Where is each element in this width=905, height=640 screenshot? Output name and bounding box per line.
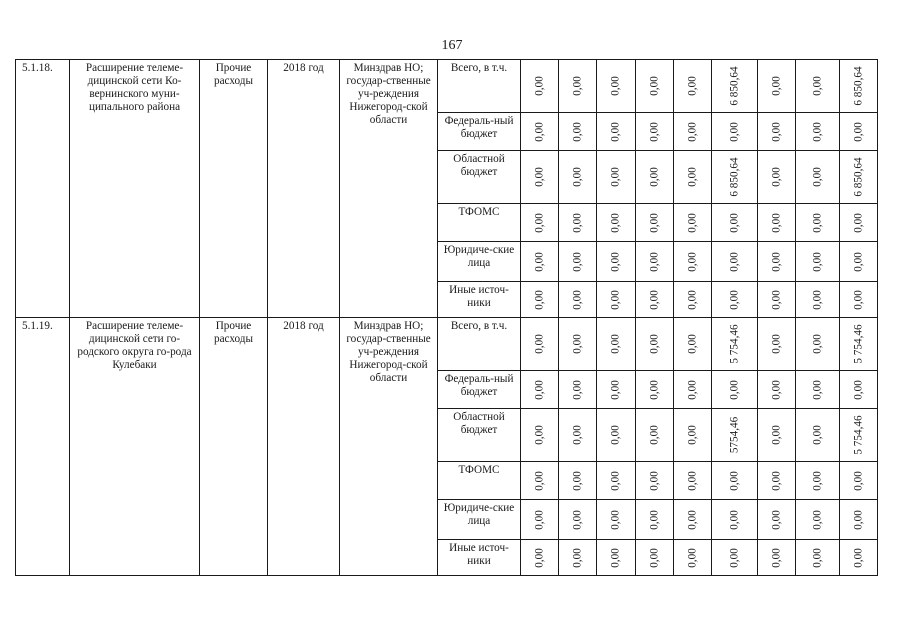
- amount-cell: [796, 282, 840, 318]
- funding-source-label: Федераль-ный бюджет: [438, 113, 521, 151]
- amount-value: 0,00: [571, 470, 584, 491]
- amount-cell: [674, 540, 712, 576]
- amount-value: 0,00: [852, 470, 865, 491]
- amount-value: 0,00: [648, 509, 661, 530]
- amount-value: 0,00: [648, 547, 661, 568]
- amount-value: 0,00: [852, 509, 865, 530]
- amount-cell: [840, 540, 878, 576]
- amount-cell: [636, 60, 674, 113]
- funding-source-label: Областной бюджет: [438, 409, 521, 462]
- amount-cell: [758, 151, 796, 204]
- amount-cell: [840, 151, 878, 204]
- amount-cell: [840, 409, 878, 462]
- item-number: 5.1.18.: [16, 60, 70, 318]
- amount-value: 0,00: [571, 509, 584, 530]
- amount-value: 0,00: [609, 509, 622, 530]
- table-row: [16, 60, 878, 113]
- amount-cell: [521, 282, 559, 318]
- amount-value: 0,00: [728, 251, 741, 272]
- amount-value: 0,00: [571, 212, 584, 233]
- amount-value: 0,00: [686, 289, 699, 310]
- amount-cell: [674, 282, 712, 318]
- amount-cell: [559, 462, 597, 500]
- amount-value: 0,00: [609, 379, 622, 400]
- amount-value: 0,00: [770, 379, 783, 400]
- amount-value: 0,00: [770, 547, 783, 568]
- amount-value: 0,00: [770, 251, 783, 272]
- amount-value: 0,00: [648, 76, 661, 96]
- amount-value: 0,00: [609, 470, 622, 491]
- amount-value: 0,00: [533, 289, 546, 310]
- funding-source-label: Областной бюджет: [438, 151, 521, 204]
- amount-cell: [758, 462, 796, 500]
- amount-value: 0,00: [648, 167, 661, 187]
- amount-value: 0,00: [770, 509, 783, 530]
- amount-cell: [796, 462, 840, 500]
- amount-cell: [758, 60, 796, 113]
- funding-source-label: Всего, в т.ч.: [438, 60, 521, 113]
- funding-source-label: Юридиче-ские лица: [438, 242, 521, 282]
- amount-value: 0,00: [609, 289, 622, 310]
- amount-value: 0,00: [609, 212, 622, 233]
- amount-value: 0,00: [811, 289, 824, 310]
- amount-value: 0,00: [728, 212, 741, 233]
- amount-cell: [597, 60, 636, 113]
- item-year: 2018 год: [268, 60, 340, 318]
- amount-cell: [796, 60, 840, 113]
- amount-cell: [521, 242, 559, 282]
- amount-cell: [636, 204, 674, 242]
- amount-cell: [674, 60, 712, 113]
- amount-cell: [636, 151, 674, 204]
- amount-cell: [840, 204, 878, 242]
- amount-cell: [597, 318, 636, 371]
- amount-cell: [636, 540, 674, 576]
- amount-cell: [521, 60, 559, 113]
- amount-value: 0,00: [571, 289, 584, 310]
- budget-table-body: [16, 60, 878, 576]
- amount-cell: [597, 151, 636, 204]
- amount-cell: [636, 282, 674, 318]
- amount-cell: [597, 242, 636, 282]
- amount-value: 0,00: [728, 379, 741, 400]
- amount-value: 5754,46: [728, 416, 741, 454]
- amount-cell: [840, 462, 878, 500]
- amount-value: 0,00: [728, 470, 741, 491]
- amount-cell: [796, 500, 840, 540]
- amount-value: 0,00: [533, 251, 546, 272]
- amount-value: 0,00: [686, 509, 699, 530]
- amount-cell: [674, 242, 712, 282]
- amount-value: 0,00: [770, 425, 783, 445]
- amount-cell: [840, 371, 878, 409]
- amount-cell: [559, 204, 597, 242]
- amount-cell: [796, 151, 840, 204]
- amount-cell: [758, 204, 796, 242]
- item-executor: Минздрав НО; государ-ственные уч-реждения Нижегород-ской области: [340, 318, 438, 576]
- amount-value: 0,00: [770, 121, 783, 142]
- amount-cell: [597, 462, 636, 500]
- amount-cell: [758, 113, 796, 151]
- amount-value: 0,00: [811, 212, 824, 233]
- amount-value: 0,00: [811, 334, 824, 354]
- amount-cell: [559, 282, 597, 318]
- amount-cell: [636, 462, 674, 500]
- amount-value: 0,00: [571, 121, 584, 142]
- amount-cell: [712, 282, 758, 318]
- amount-cell: [840, 282, 878, 318]
- amount-value: 0,00: [811, 425, 824, 445]
- amount-cell: [559, 113, 597, 151]
- amount-cell: [597, 204, 636, 242]
- amount-value: 0,00: [811, 509, 824, 530]
- amount-value: 5 754,46: [852, 324, 865, 364]
- expense-category: Прочие расходы: [200, 318, 268, 576]
- amount-cell: [597, 371, 636, 409]
- amount-value: 0,00: [648, 470, 661, 491]
- amount-cell: [712, 371, 758, 409]
- amount-value: 0,00: [686, 334, 699, 354]
- amount-value: 0,00: [811, 379, 824, 400]
- expense-category: Прочие расходы: [200, 60, 268, 318]
- amount-value: 5 754,46: [728, 324, 741, 364]
- amount-value: 0,00: [728, 121, 741, 142]
- amount-cell: [796, 242, 840, 282]
- amount-cell: [712, 500, 758, 540]
- amount-value: 0,00: [852, 289, 865, 310]
- amount-value: 6 850,64: [728, 66, 741, 106]
- amount-value: 0,00: [571, 425, 584, 445]
- funding-source-label: ТФОМС: [438, 462, 521, 500]
- amount-cell: [758, 409, 796, 462]
- amount-value: 0,00: [770, 289, 783, 310]
- amount-cell: [559, 500, 597, 540]
- amount-cell: [674, 318, 712, 371]
- amount-cell: [597, 282, 636, 318]
- amount-cell: [840, 500, 878, 540]
- amount-value: 0,00: [728, 547, 741, 568]
- amount-cell: [712, 151, 758, 204]
- amount-cell: [758, 242, 796, 282]
- amount-value: 0,00: [811, 167, 824, 187]
- amount-cell: [712, 462, 758, 500]
- amount-value: 0,00: [770, 167, 783, 187]
- amount-cell: [521, 113, 559, 151]
- item-name: Расширение телеме-дицинской сети Ко-вернинского муни-ципального района: [70, 60, 200, 318]
- amount-value: 0,00: [811, 470, 824, 491]
- amount-value: 0,00: [609, 425, 622, 445]
- amount-value: 0,00: [571, 251, 584, 272]
- amount-value: 0,00: [571, 334, 584, 354]
- amount-value: 5 754,46: [852, 415, 865, 455]
- amount-cell: [758, 318, 796, 371]
- amount-cell: [796, 318, 840, 371]
- amount-cell: [674, 409, 712, 462]
- amount-value: 0,00: [728, 289, 741, 310]
- funding-source-label: Иные источ-ники: [438, 282, 521, 318]
- amount-cell: [758, 540, 796, 576]
- amount-value: 0,00: [686, 76, 699, 96]
- amount-cell: [674, 371, 712, 409]
- amount-value: 0,00: [770, 76, 783, 96]
- amount-cell: [636, 113, 674, 151]
- amount-cell: [597, 409, 636, 462]
- amount-cell: [840, 242, 878, 282]
- amount-cell: [712, 540, 758, 576]
- amount-value: 0,00: [533, 121, 546, 142]
- amount-value: 0,00: [686, 251, 699, 272]
- amount-value: 0,00: [811, 76, 824, 96]
- item-year: 2018 год: [268, 318, 340, 576]
- amount-cell: [712, 242, 758, 282]
- amount-value: 0,00: [648, 251, 661, 272]
- page-number: 167: [441, 38, 463, 53]
- amount-value: 0,00: [571, 76, 584, 96]
- amount-value: 0,00: [609, 76, 622, 96]
- amount-cell: [712, 60, 758, 113]
- amount-value: 0,00: [533, 212, 546, 233]
- amount-cell: [758, 500, 796, 540]
- amount-value: 0,00: [648, 379, 661, 400]
- amount-cell: [636, 500, 674, 540]
- amount-value: 0,00: [852, 251, 865, 272]
- amount-value: 0,00: [609, 547, 622, 568]
- amount-value: 0,00: [770, 470, 783, 491]
- amount-value: 0,00: [686, 167, 699, 187]
- funding-source-label: Всего, в т.ч.: [438, 318, 521, 371]
- amount-cell: [674, 151, 712, 204]
- amount-value: 0,00: [533, 76, 546, 96]
- amount-value: 0,00: [686, 547, 699, 568]
- amount-cell: [636, 409, 674, 462]
- amount-value: 0,00: [811, 121, 824, 142]
- amount-cell: [712, 204, 758, 242]
- amount-cell: [712, 409, 758, 462]
- amount-value: 0,00: [728, 509, 741, 530]
- amount-value: 0,00: [852, 121, 865, 142]
- amount-cell: [521, 500, 559, 540]
- item-executor: Минздрав НО; государ-ственные уч-реждения Нижегород-ской области: [340, 60, 438, 318]
- amount-cell: [597, 540, 636, 576]
- amount-value: 0,00: [686, 425, 699, 445]
- amount-value: 0,00: [852, 212, 865, 233]
- amount-cell: [559, 371, 597, 409]
- item-number: 5.1.19.: [16, 318, 70, 576]
- amount-value: 0,00: [609, 334, 622, 354]
- amount-cell: [636, 318, 674, 371]
- amount-cell: [712, 318, 758, 371]
- funding-source-label: Иные источ-ники: [438, 540, 521, 576]
- amount-cell: [840, 60, 878, 113]
- amount-cell: [674, 204, 712, 242]
- amount-value: 0,00: [648, 212, 661, 233]
- amount-value: 0,00: [770, 334, 783, 354]
- amount-cell: [521, 371, 559, 409]
- amount-value: 0,00: [648, 121, 661, 142]
- amount-cell: [559, 409, 597, 462]
- amount-value: 0,00: [609, 121, 622, 142]
- amount-cell: [840, 113, 878, 151]
- amount-cell: [597, 500, 636, 540]
- funding-source-label: ТФОМС: [438, 204, 521, 242]
- amount-cell: [521, 409, 559, 462]
- amount-value: 0,00: [533, 425, 546, 445]
- amount-cell: [674, 113, 712, 151]
- amount-cell: [521, 462, 559, 500]
- amount-cell: [636, 371, 674, 409]
- amount-value: 0,00: [648, 289, 661, 310]
- amount-value: 6 850,64: [728, 157, 741, 197]
- amount-value: 0,00: [852, 547, 865, 568]
- amount-value: 0,00: [533, 509, 546, 530]
- budget-table: [15, 59, 878, 576]
- amount-value: 0,00: [811, 251, 824, 272]
- amount-value: 0,00: [609, 167, 622, 187]
- amount-value: 0,00: [811, 547, 824, 568]
- amount-value: 0,00: [571, 547, 584, 568]
- amount-cell: [559, 242, 597, 282]
- amount-value: 0,00: [852, 379, 865, 400]
- amount-value: 0,00: [686, 212, 699, 233]
- amount-cell: [796, 371, 840, 409]
- amount-cell: [796, 204, 840, 242]
- table-row: [16, 318, 878, 371]
- funding-source-label: Юридиче-ские лица: [438, 500, 521, 540]
- amount-cell: [758, 282, 796, 318]
- funding-source-label: Федераль-ный бюджет: [438, 371, 521, 409]
- amount-value: 0,00: [648, 334, 661, 354]
- amount-value: 0,00: [571, 379, 584, 400]
- amount-value: 6 850,64: [852, 157, 865, 197]
- amount-cell: [796, 540, 840, 576]
- amount-value: 0,00: [648, 425, 661, 445]
- amount-value: 0,00: [571, 167, 584, 187]
- amount-value: 0,00: [533, 470, 546, 491]
- amount-value: 0,00: [609, 251, 622, 272]
- amount-cell: [559, 60, 597, 113]
- amount-cell: [674, 500, 712, 540]
- amount-value: 0,00: [533, 334, 546, 354]
- amount-cell: [796, 113, 840, 151]
- amount-value: 0,00: [686, 121, 699, 142]
- amount-cell: [521, 318, 559, 371]
- amount-cell: [636, 242, 674, 282]
- amount-cell: [521, 204, 559, 242]
- amount-value: 0,00: [686, 470, 699, 491]
- amount-cell: [559, 540, 597, 576]
- amount-cell: [758, 371, 796, 409]
- amount-cell: [597, 113, 636, 151]
- item-name: Расширение телеме-дицинской сети го-родского округа го-рода Кулебаки: [70, 318, 200, 576]
- amount-cell: [521, 540, 559, 576]
- amount-cell: [559, 151, 597, 204]
- amount-value: 0,00: [533, 547, 546, 568]
- amount-cell: [712, 113, 758, 151]
- amount-cell: [840, 318, 878, 371]
- amount-value: 0,00: [533, 167, 546, 187]
- amount-cell: [674, 462, 712, 500]
- amount-cell: [559, 318, 597, 371]
- amount-value: 6 850,64: [852, 66, 865, 106]
- amount-cell: [521, 151, 559, 204]
- amount-cell: [796, 409, 840, 462]
- amount-value: 0,00: [686, 379, 699, 400]
- amount-value: 0,00: [533, 379, 546, 400]
- amount-value: 0,00: [770, 212, 783, 233]
